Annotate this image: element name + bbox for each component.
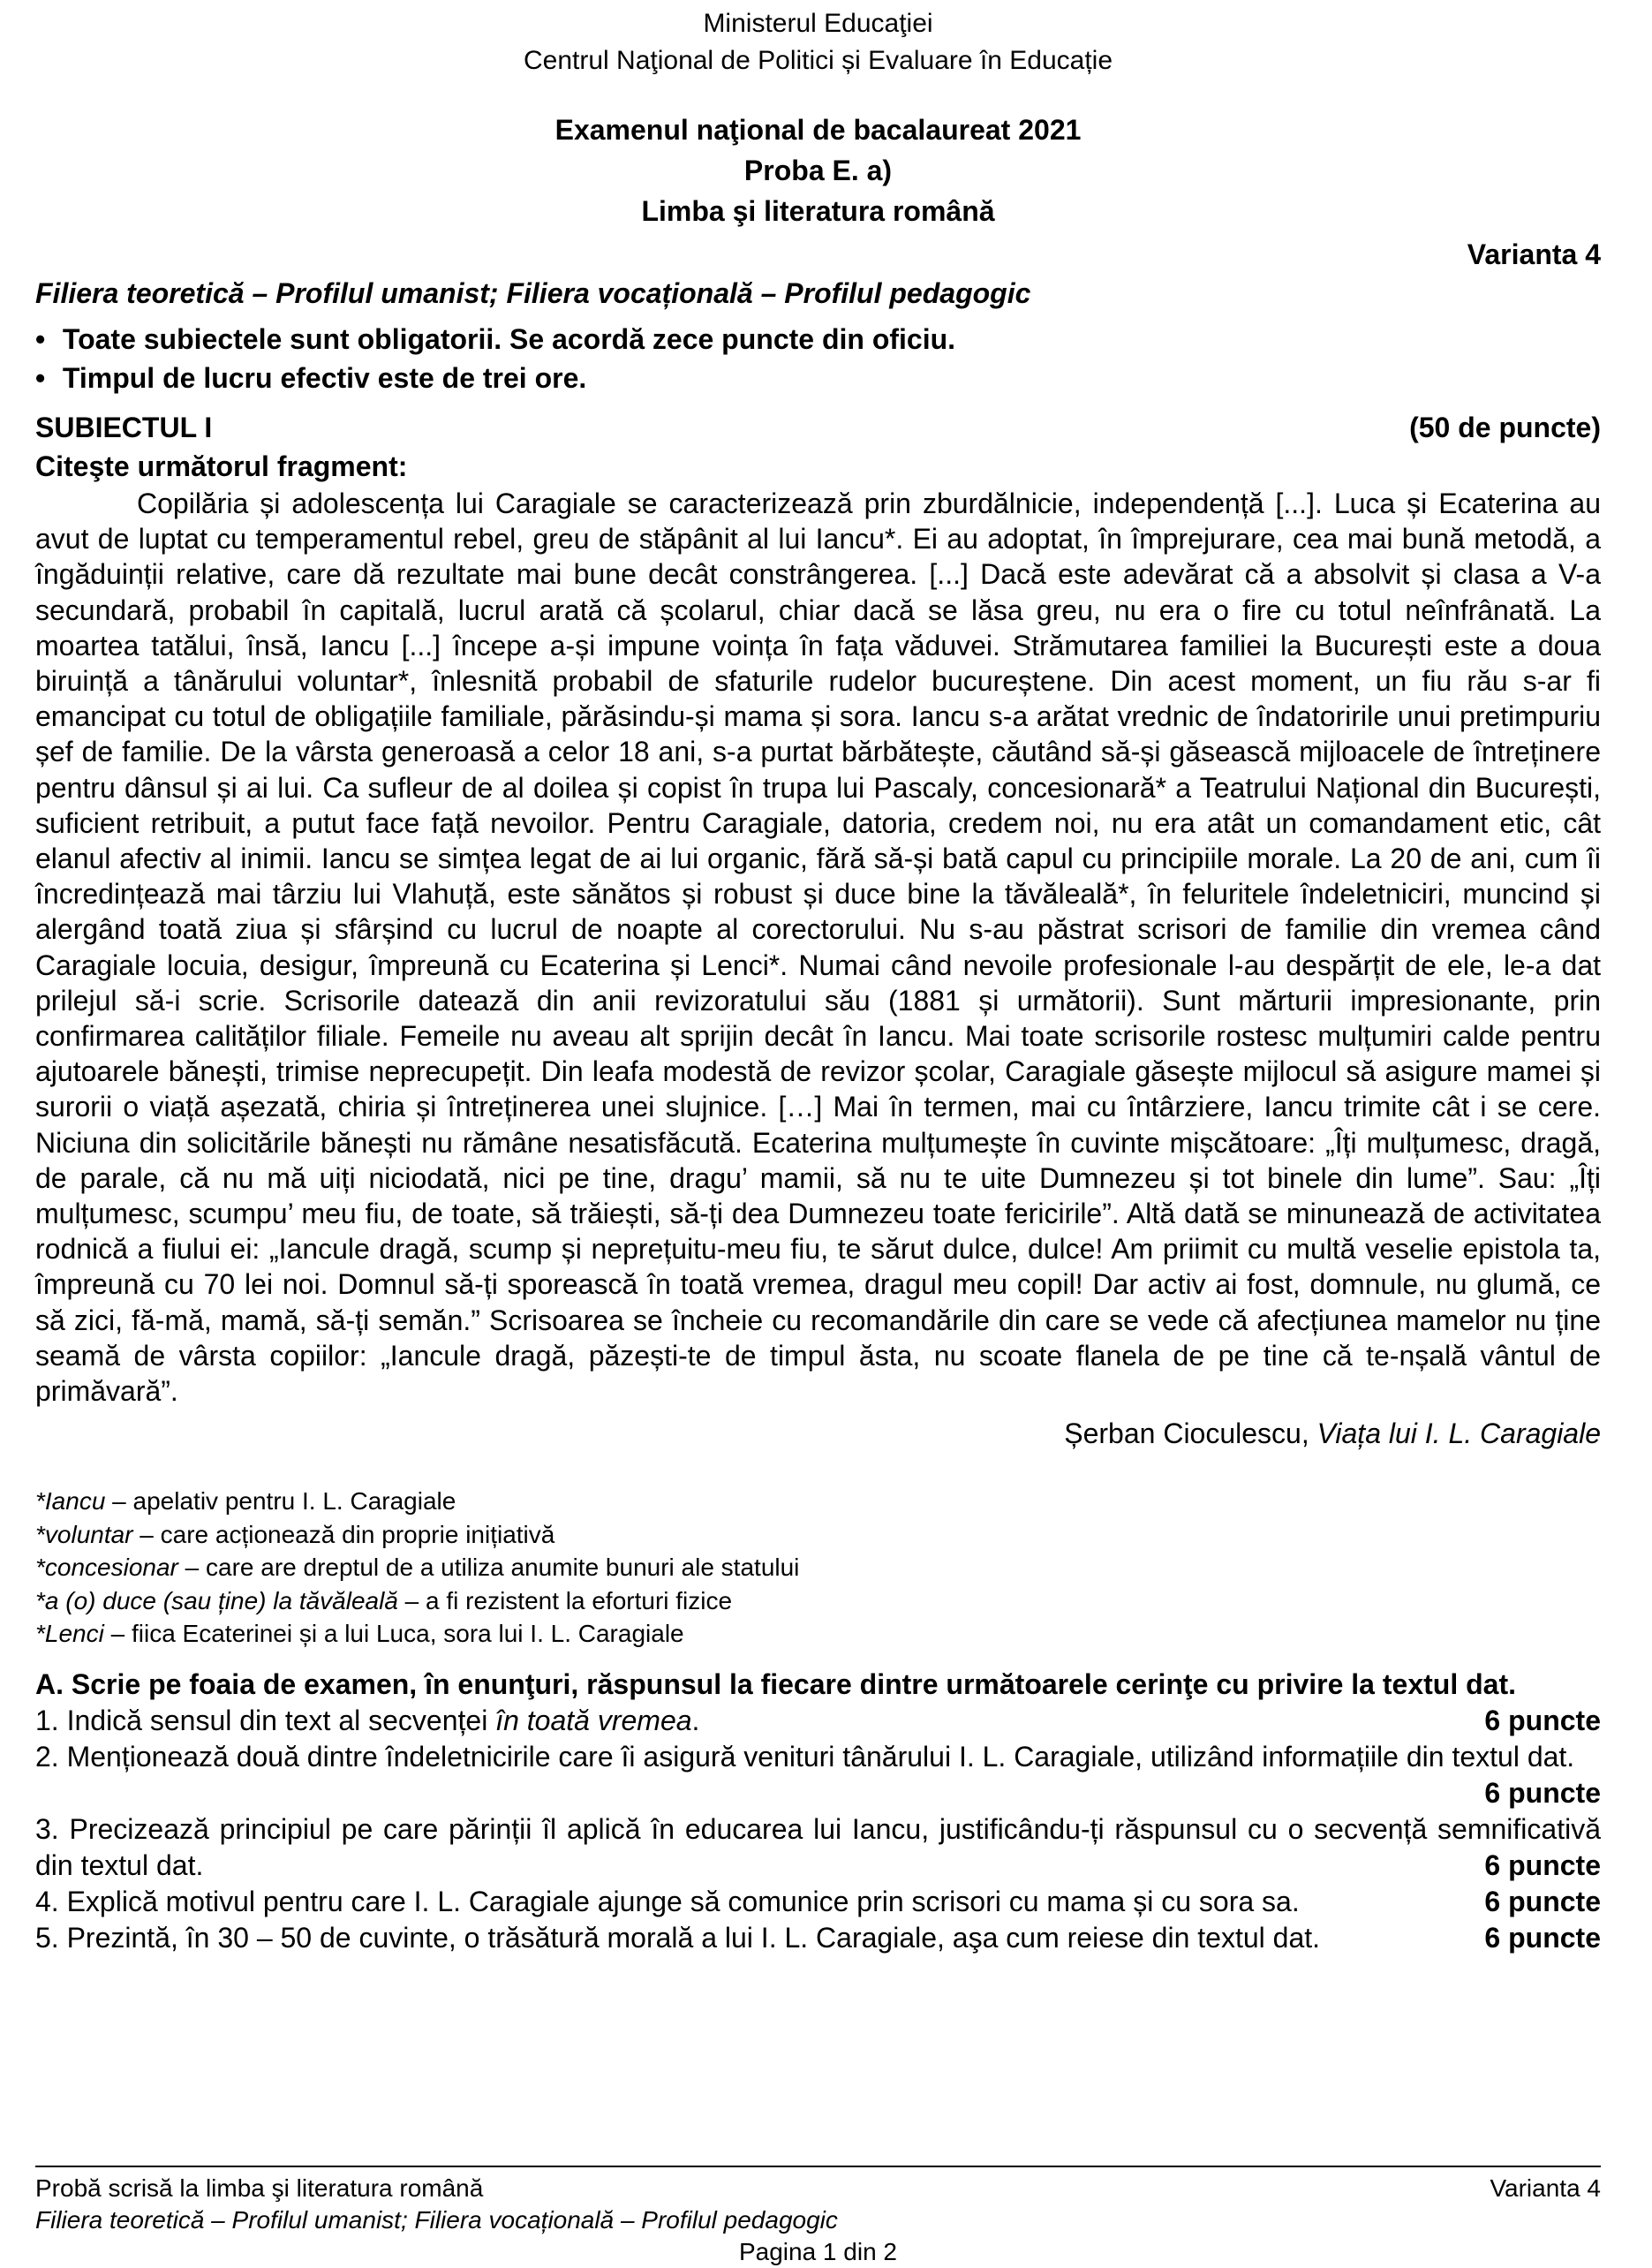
exam-title: Examenul naţional de bacalaureat 2021 (554, 114, 1082, 146)
glossary-item (35, 1617, 1601, 1651)
source-citation (35, 1414, 1601, 1453)
note-item (35, 359, 1601, 397)
question-points: 6 puncte (1484, 1704, 1601, 1736)
footer-filiera: Filiera teoretică – Profilul umanist; Filiera vocațională – Profilul pedagogic (35, 2206, 838, 2234)
glossary-item (35, 1485, 1601, 1518)
ministry-header (35, 5, 1601, 79)
footer-variant: Varianta 4 (1490, 2174, 1601, 2202)
source-work: Viața lui I. L. Caragiale (1316, 1418, 1601, 1450)
glossary-def: – apelativ pentru I. L. Caragiale (105, 1487, 456, 1516)
source-author: Șerban Cioculescu, (1064, 1418, 1309, 1450)
glossary-term: *concesionar (35, 1554, 178, 1582)
variant-label: Varianta 4 (1467, 238, 1601, 270)
question-points: 6 puncte (1484, 1776, 1601, 1809)
fragment-text: Copilăria și adolescența lui Caragiale se caracterizează prin zburdălnicie, independență [...]. Luca și Ecaterina au avut de luptat cu temperamentul rebel, greu de stăpânit al lui Iancu*. Ei au adoptat, în împrejurare, cea mai bună metodă, a îngăduinții relative, care dă rezultate mai bune decât constrângerea. [...] Dacă este adevărat că a absolvit și clasa a V-a secundară, probabil în capitală, lucrul arată că școlarul, chiar dacă se lăsa greu, nu era o fire cu totul neînfrânată. La moartea tatălui, însă, Iancu [...] începe a-și impune voința în fața văduvei. Strămutarea familiei la București este a doua biruință a tânărului voluntar*, înlesnită probabil de sfaturile rudelor bucureștene. Din acest moment, un fiu rău s-ar fi emancipat cu totul de obligațiile familiale, părăsindu-și mama și sora. Iancu s-a arătat vrednic de îndatoririle unui pretimpuriu șef de familie. De la vârsta generoasă a celor 18 ani, s-a purtat bărbătește, căutând să-și găsească mijloacele de întreținere pentru dânsul și ai lui. Ca sufleur de al doilea și copist în trupa lui Pascaly, concesionară* a Teatrului Național din București, suficient retribuit, a putut face față nevoilor. Pentru Caragiale, datoria, credem noi, nu era atât un comandament etic, cât elanul afectiv al inimii. Iancu se simțea legat de ai lui organic, fără să-și bată capul cu principiile morale. La 20 de ani, cum îi încredințează mai târziu lui Vlahuță, este sănătos și robust și duce bine la tăvăleală*, în feluritele îndeletniciri, muncind și alergând toată ziua și sfârșind cu lucrul de noapte al corectorului. Nu s-au păstrat scrisori de familie din vremea când Caragiale locuia, desigur, împreună cu Ecaterina și Lenci*. Numai când nevoile profesionale l-au despărțit de ele, le-a dat prilejul să-i scrie. Scrisorile datează din anii revizoratului său (1881 și următorii). Sunt mărturii impresionante, prin confirmarea calităților filiale. Femeile nu aveau alt sprijin decât în Iancu. Mai toate scrisorile rostesc mulțumiri calde pentru ajutoarele bănești, trimise neprecupețit. Din leafa modestă de revizor școlar, Caragiale găsește mijlocul să asigure mamei și surorii o viață așezată, chiria și întreținerea unei slujnice. […] Mai în termen, mai cu întârziere, Iancu trimite cât i se cere. Niciuna din solicitările bănești nu rămâne nesatisfăcută. Ecaterina mulțumește în cuvinte mișcătoare: „Îți mulțumesc, dragă, de parale, că nu mă uiți niciodată, nici pe tine, dragu’ mamii, să nu te uite Dumnezeu și tot binele din lume”. Sau: „Îți mulțumesc, scumpu’ meu fiu, de toate, să trăiești, să-ți dea Dumnezeu toate fericirile”. Altă dată se minunează de activitatea rodnică a fiului ei: „Iancule dragă, scump și neprețuitu-meu fiu, te sărut dulce, dulce! Am priimit cu multă veselie epistola ta, împreună cu 70 lei noi. Domnul să-ți sporească în toată vremea, dragul meu copil! Dar activ ai fost, domnule, nu glumă, ce să zici, fă-mă, mamă, să-ți semăn.” Scrisoarea se încheie cu recomandările din care se vede că afecțiunea mamelor nu ține seamă de vârsta copiilor: „Iancule dragă, păzești-te de timpul ăsta, nu scoate flanela de pe tine că te-nșală vântul de primăvară”. (35, 488, 1601, 1408)
question-text: 1. Indică sensul din text al secvenței (35, 1704, 496, 1736)
note-text: Toate subiectele sunt obligatorii. Se acordă zece puncte din oficiu. (62, 323, 956, 355)
exam-notes (35, 320, 1601, 397)
footer-page-number: Pagina 1 din 2 (738, 2238, 898, 2265)
glossary-item (35, 1518, 1601, 1552)
read-instruction: Citeşte următorul fragment: (35, 450, 408, 482)
glossary-term: *Lenci (35, 1620, 104, 1648)
exam-page (35, 0, 1601, 1956)
center-name: Centrul Naţional de Politici și Evaluare în Educație (523, 46, 1113, 75)
bullet-icon: • (35, 323, 46, 355)
question-phrase: în toată vremea (495, 1704, 692, 1736)
question-points: 6 puncte (1484, 1885, 1601, 1917)
page-footer (35, 2166, 1601, 2268)
glossary-def: – a fi rezistent la eforturi fizice (397, 1586, 733, 1614)
question-2 (35, 1739, 1601, 1811)
question-3 (35, 1811, 1601, 1884)
question-points: 6 puncte (1484, 1921, 1601, 1954)
section-a-title: A. Scrie pe foaia de examen, în enunţuri, răspunsul la fiecare dintre următoarele cerinţe cu privire la textul dat. (35, 1667, 1516, 1700)
question-1 (35, 1703, 1601, 1739)
subject-heading (35, 408, 1601, 447)
question-text: 2. Menționează două dintre îndeletnicirile care îi asigură venituri tânărului I. L. Caragiale, utilizând informațiile din textul dat. (35, 1740, 1575, 1773)
note-text: Timpul de lucru efectiv este de trei ore. (62, 362, 587, 394)
question-text: 5. Prezintă, în 30 – 50 de cuvinte, o trăsătură morală a lui I. L. Caragiale, aşa cum reiese din textul dat. (35, 1921, 1321, 1954)
glossary-item (35, 1584, 1601, 1618)
glossary-term: *a (o) duce (sau ține) la tăvăleală (35, 1586, 398, 1614)
question-4 (35, 1884, 1601, 1920)
ministry-name: Ministerul Educaţiei (703, 9, 933, 38)
bullet-icon: • (35, 362, 46, 394)
question-text-end: . (691, 1704, 700, 1736)
question-5 (35, 1920, 1601, 1956)
glossary-def: – care acționează din proprie inițiativă (132, 1520, 555, 1548)
note-item (35, 320, 1601, 359)
glossary (35, 1485, 1601, 1651)
subject-title: SUBIECTUL I (35, 412, 213, 443)
question-text: 4. Explică motivul pentru care I. L. Caragiale ajunge să comunice prin scrisori cu mama și cu sora sa. (35, 1885, 1300, 1917)
glossary-term: *Iancu (35, 1487, 106, 1516)
footer-exam: Probă scrisă la limba şi literatura română (35, 2174, 484, 2202)
exam-title-block (35, 110, 1601, 231)
question-text: 3. Precizează principiul pe care părinții îl aplică în educarea lui Iancu, justificându-ți răspunsul cu o secvență semnificativă din textul dat. (35, 1812, 1601, 1881)
exam-proba: Proba E. a) (743, 155, 893, 186)
glossary-item (35, 1551, 1601, 1584)
glossary-def: – fiica Ecaterinei și a lui Luca, sora lui I. L. Caragiale (103, 1620, 684, 1648)
exam-subject: Limba şi literatura română (641, 195, 995, 227)
subject-points: (50 de puncte) (1409, 412, 1601, 443)
question-points: 6 puncte (1484, 1848, 1601, 1881)
variant-row (35, 231, 1601, 313)
glossary-term: *voluntar (35, 1520, 133, 1548)
filiera-label: Filiera teoretică – Profilul umanist; Filiera vocațională – Profilul pedagogic (35, 277, 1031, 309)
glossary-def: – care are dreptul de a utiliza anumite bunuri ale statului (177, 1554, 800, 1582)
